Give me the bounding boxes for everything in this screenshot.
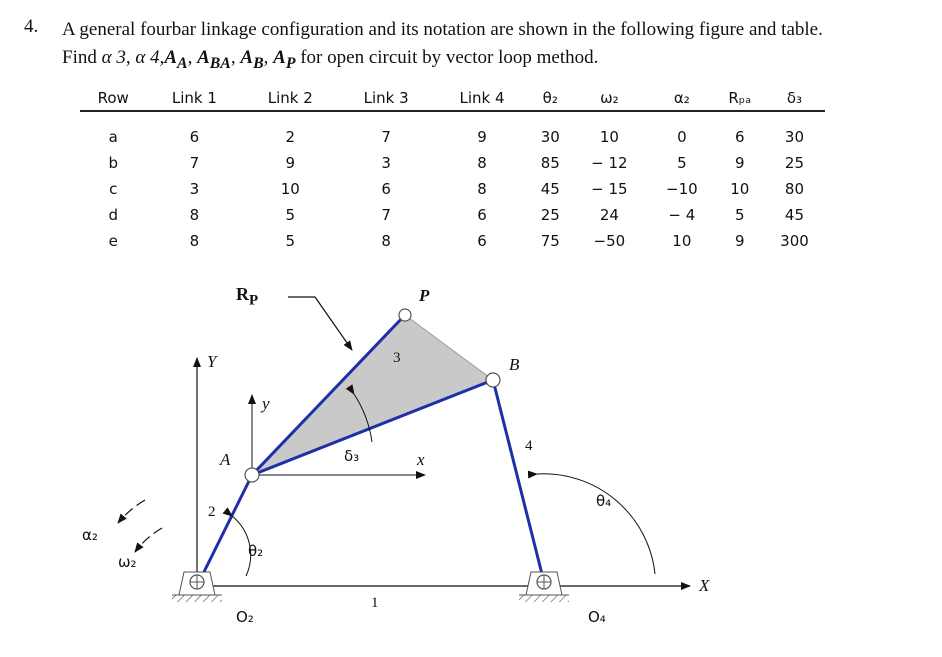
table-cell: 8 (477, 154, 487, 172)
table-cell: 45 (784, 206, 805, 224)
table-cell: 10 (672, 232, 692, 250)
table-cell: 300 (780, 232, 809, 250)
table-cell: 3 (381, 154, 391, 172)
table-cell: 24 (599, 206, 619, 224)
header-omega2: ω₂ (571, 86, 649, 111)
label-a: A (220, 450, 231, 469)
label-o2: O₂ (236, 608, 254, 626)
header-alpha2: α₂ (648, 86, 715, 111)
table-cell: − 4 (668, 206, 696, 224)
table-cell: −10 (666, 180, 698, 198)
table-cell: 7 (189, 154, 200, 172)
table-cell: 2 (285, 128, 296, 146)
label-link-4: 4 (525, 438, 533, 454)
table-header-row (80, 86, 825, 111)
table-cell: c (109, 180, 118, 198)
line-2-tail: for open circuit by vector loop method. (295, 47, 599, 68)
header-delta3: δ₃ (764, 86, 825, 111)
table-row (80, 111, 825, 150)
table-cell: 30 (784, 128, 805, 146)
table-cell: 10 (280, 180, 300, 198)
table-cell: 5 (285, 206, 296, 224)
omega2-arc (135, 528, 162, 552)
table-cell: 25 (540, 206, 560, 224)
accel-B: $A_B$ (240, 47, 264, 72)
find-word: Find (62, 47, 102, 68)
table-cell: 10 (599, 128, 619, 146)
crank-link-2 (197, 475, 252, 586)
table-row (80, 150, 825, 176)
table-cell: e (108, 232, 118, 250)
label-global-x: X (699, 576, 710, 595)
ground-o2 (172, 572, 222, 602)
rp-leader-arrow (288, 297, 352, 350)
ground-o4 (519, 572, 569, 602)
alpha-terms: α 3, α 4, (101, 47, 165, 68)
table-cell: 80 (784, 180, 805, 198)
table-cell: 8 (477, 180, 487, 198)
pin-p (399, 309, 411, 321)
label-delta3: δ₃ (344, 447, 360, 465)
problem-line-2 (62, 44, 922, 78)
table-cell: 6 (381, 180, 391, 198)
alpha2-arc (118, 500, 145, 523)
table-row (80, 228, 825, 254)
header-rpa: Rₚₐ (716, 86, 764, 111)
table-cell: 45 (540, 180, 560, 198)
accel-A: $A_A$ (164, 47, 188, 72)
table-cell: 6 (189, 128, 200, 146)
table-cell: b (108, 154, 118, 172)
problem-line-1: A general fourbar linkage configuration and its notation are shown in the following figure and table. (62, 19, 823, 40)
table-cell: −50 (593, 232, 626, 250)
table-cell: 8 (189, 206, 200, 224)
table-cell: 3 (189, 180, 200, 198)
table-cell: a (108, 128, 118, 146)
table-cell: 10 (730, 180, 750, 198)
sep-1: , (187, 47, 198, 68)
label-omega2: ω₂ (118, 553, 137, 571)
table-cell: 8 (381, 232, 391, 250)
table-cell: 9 (477, 128, 487, 146)
table-cell: 6 (477, 206, 487, 224)
header-theta2: θ₂ (530, 86, 571, 111)
table-cell: 75 (540, 232, 560, 250)
table-cell: − 15 (591, 180, 628, 198)
problem-number: 4. (24, 16, 39, 37)
table-cell: 7 (381, 128, 391, 146)
table-cell: 7 (381, 206, 391, 224)
label-b: B (509, 355, 520, 374)
label-theta2: θ₂ (248, 542, 264, 560)
label-theta4: θ₄ (596, 492, 612, 510)
table-row (80, 202, 825, 228)
pin-b (486, 373, 500, 387)
table-cell: 8 (189, 232, 200, 250)
label-link-3: 3 (393, 350, 401, 366)
label-link-1: 1 (371, 595, 379, 611)
header-link-3: Link 3 (338, 86, 434, 111)
accel-P: $A_P$ (273, 47, 296, 72)
label-p: P (419, 286, 430, 305)
theta4-arc (537, 474, 655, 574)
header-link-2: Link 2 (242, 86, 338, 111)
table-cell: 6 (734, 128, 745, 146)
table-cell: 30 (540, 128, 560, 146)
pin-a (245, 468, 259, 482)
table-cell: 9 (734, 232, 745, 250)
label-link-2: 2 (208, 504, 216, 520)
linkage-data-table (80, 86, 825, 254)
header-link-4: Link 4 (434, 86, 530, 111)
rocker-link-4 (493, 380, 544, 582)
table-cell: 5 (677, 154, 687, 172)
label-local-y: y (262, 394, 270, 413)
label-rp: $R_P$ (236, 284, 259, 309)
header-row: Row (80, 86, 146, 111)
fourbar-linkage-figure (0, 270, 942, 657)
table-cell: d (108, 206, 118, 224)
table-cell: 9 (734, 154, 745, 172)
label-alpha2: α₂ (82, 526, 98, 544)
table-cell: 85 (540, 154, 560, 172)
label-local-x: x (417, 450, 425, 469)
header-link-1: Link 1 (146, 86, 242, 111)
label-global-y: Y (207, 352, 217, 371)
sep-3: , (263, 47, 274, 68)
table-cell: 0 (677, 128, 687, 146)
linkage-diagram (0, 270, 942, 657)
sep-2: , (230, 47, 241, 68)
table-cell: − 12 (591, 154, 628, 172)
table-cell: 5 (285, 232, 296, 250)
table-cell: 5 (734, 206, 745, 224)
table-cell: 6 (477, 232, 487, 250)
accel-BA: $A_{BA}$ (197, 47, 231, 72)
table-row (80, 176, 825, 202)
label-o4: O₄ (588, 608, 606, 626)
table-cell: 25 (784, 154, 805, 172)
problem-statement (62, 16, 922, 78)
table-cell: 9 (285, 154, 296, 172)
